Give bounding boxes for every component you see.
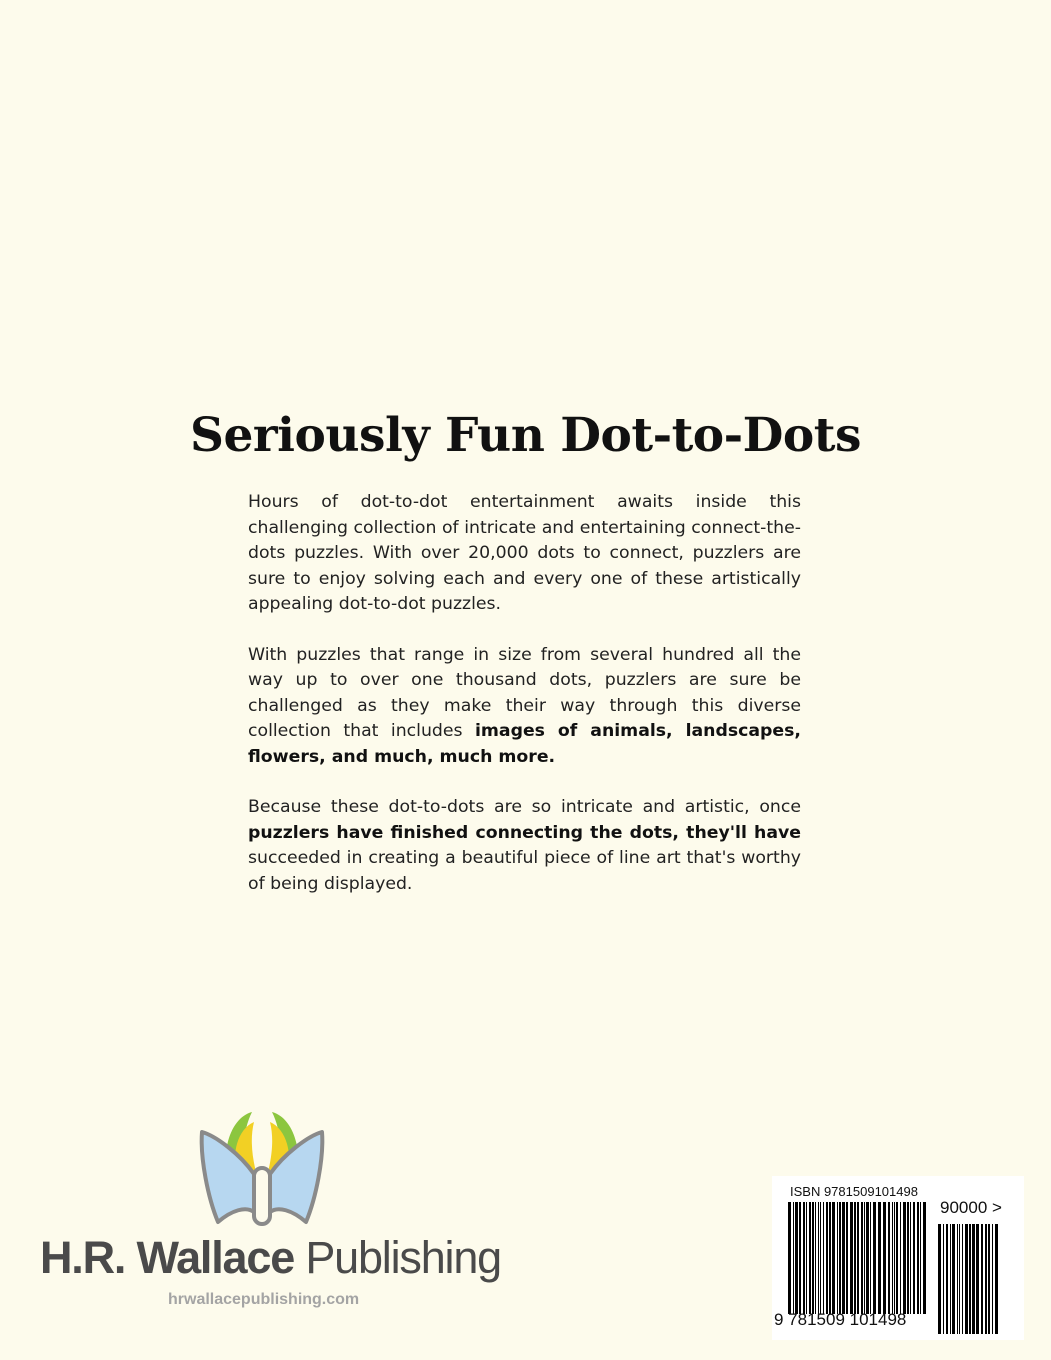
paragraph-2-emphasis: images of animals, landscapes, flowers, and much, much more. bbox=[248, 721, 801, 767]
isbn-digits: 9 781509 101498 bbox=[774, 1310, 907, 1329]
isbn-label: ISBN 9781509101498 bbox=[790, 1184, 918, 1199]
book-title: Seriously Fun Dot-to-Dots bbox=[190, 408, 861, 463]
paragraph-3: Because these dot-to-dots are so intricate and artistic, once puzzlers have finished connecting the dots, they'll have succeeded in creating a beautiful piece of line art that's worthy of being displayed. bbox=[248, 797, 801, 894]
description bbox=[248, 490, 801, 922]
book-butterfly-icon bbox=[196, 1108, 328, 1232]
isbn-barcode bbox=[772, 1176, 1024, 1340]
price-code: 90000 > bbox=[940, 1198, 1002, 1217]
barcode-bars bbox=[788, 1202, 926, 1314]
paragraph-3-emphasis: puzzlers have finished connecting the dots, they'll have bbox=[248, 822, 801, 843]
barcode-addon-bars bbox=[938, 1224, 998, 1334]
publisher-name: H.R. Wallace Publishing bbox=[40, 1232, 501, 1283]
publisher-url: hrwallacepublishing.com bbox=[168, 1291, 360, 1308]
paragraph-1: Hours of dot-to-dot entertainment awaits inside this challenging collection of intricate and entertaining connect-the-dots puzzles. With over 20,000 dots to connect, puzzlers are sure to enjoy solving each and every one of these artistically appealing dot-to-dot puzzles. bbox=[248, 492, 801, 614]
paragraph-2: With puzzles that range in size from several hundred all the way up to over one thousand dots, puzzlers are sure be challenged as they make their way through this diverse collection that includes images of animals, landscapes, flowers, and much, much more. bbox=[248, 644, 801, 767]
